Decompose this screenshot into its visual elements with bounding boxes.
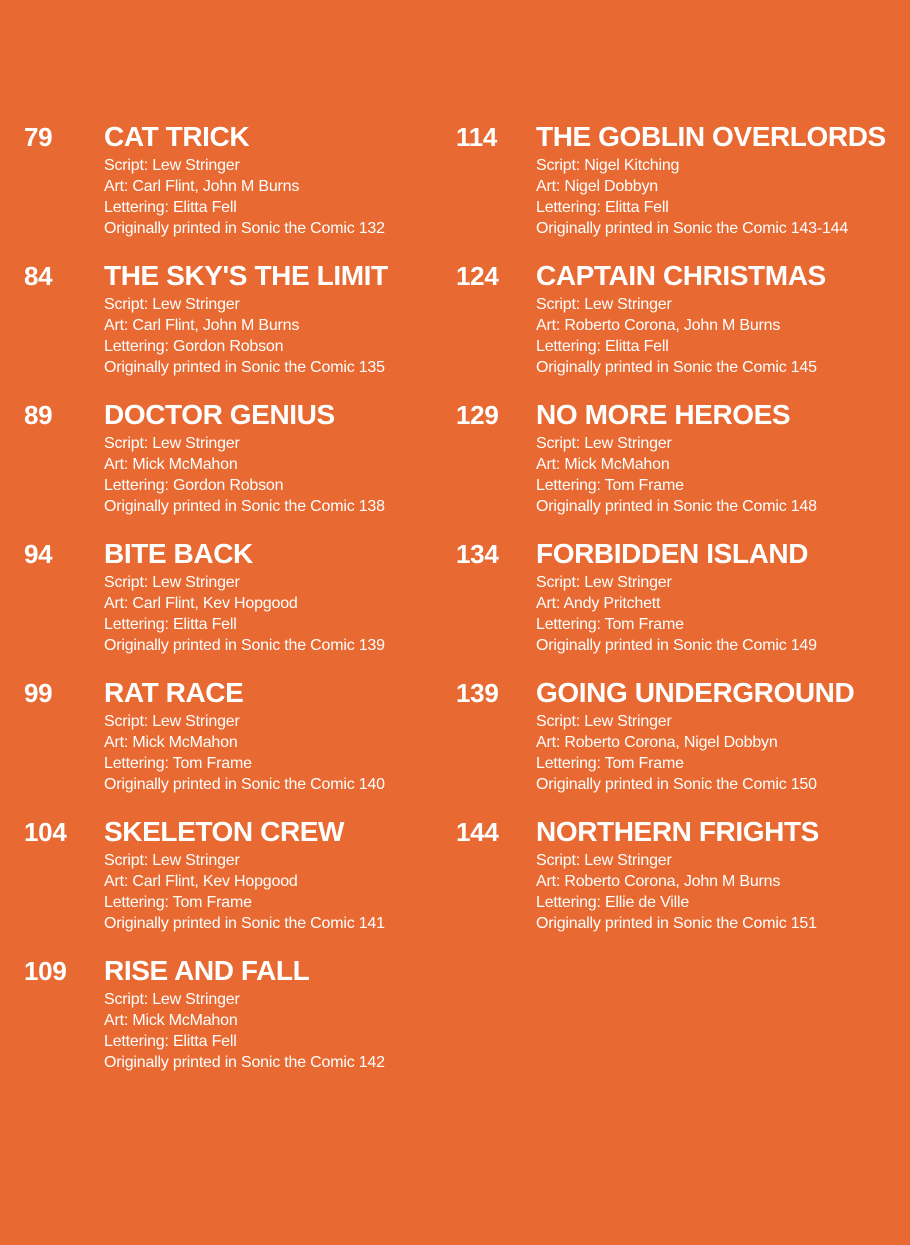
page-number: 144 — [456, 817, 499, 847]
lettering-credit: Lettering: Tom Frame — [536, 755, 684, 772]
original-printing: Originally printed in Sonic the Comic 143-144 — [536, 220, 849, 237]
story-title: THE GOBLIN OVERLORDS — [536, 121, 886, 152]
story-title: FORBIDDEN ISLAND — [536, 538, 809, 569]
lettering-credit: Lettering: Tom Frame — [536, 616, 684, 633]
page-number: 89 — [24, 400, 53, 430]
lettering-credit: Lettering: Gordon Robson — [104, 477, 284, 494]
story-title: CAPTAIN CHRISTMAS — [536, 260, 826, 291]
contents-entry — [24, 814, 454, 953]
script-credit: Script: Lew Stringer — [536, 435, 672, 452]
art-credit: Art: Roberto Corona, John M Burns — [536, 317, 781, 334]
original-printing: Originally printed in Sonic the Comic 149 — [536, 637, 817, 654]
script-credit: Script: Lew Stringer — [536, 852, 672, 869]
story-title: THE SKY'S THE LIMIT — [104, 260, 388, 291]
page-number: 139 — [456, 678, 499, 708]
page-number: 134 — [456, 539, 499, 569]
contents-entry — [24, 953, 454, 1092]
lettering-credit: Lettering: Tom Frame — [104, 755, 252, 772]
page-number: 114 — [456, 122, 498, 152]
story-title: RISE AND FALL — [104, 955, 310, 986]
contents-entry — [24, 675, 454, 814]
lettering-credit: Lettering: Tom Frame — [536, 477, 684, 494]
page-number: 129 — [456, 400, 499, 430]
script-credit: Script: Lew Stringer — [536, 574, 672, 591]
script-credit: Script: Lew Stringer — [104, 852, 240, 869]
original-printing: Originally printed in Sonic the Comic 141 — [104, 915, 385, 932]
lettering-credit: Lettering: Elitta Fell — [536, 199, 669, 216]
original-printing: Originally printed in Sonic the Comic 150 — [536, 776, 817, 793]
contents-entry — [24, 536, 454, 675]
script-credit: Script: Lew Stringer — [104, 713, 240, 730]
original-printing: Originally printed in Sonic the Comic 148 — [536, 498, 817, 515]
art-credit: Art: Carl Flint, John M Burns — [104, 178, 300, 195]
page-number: 124 — [456, 261, 499, 291]
story-title: BITE BACK — [104, 538, 253, 569]
script-credit: Script: Nigel Kitching — [536, 157, 680, 174]
lettering-credit: Lettering: Elitta Fell — [104, 616, 237, 633]
page-number: 84 — [24, 261, 53, 291]
art-credit: Art: Mick McMahon — [104, 1012, 238, 1029]
page-number: 99 — [24, 678, 53, 708]
page-number: 104 — [24, 817, 67, 847]
story-title: DOCTOR GENIUS — [104, 399, 335, 430]
original-printing: Originally printed in Sonic the Comic 140 — [104, 776, 385, 793]
original-printing: Originally printed in Sonic the Comic 142 — [104, 1054, 385, 1071]
original-printing: Originally printed in Sonic the Comic 135 — [104, 359, 385, 376]
contents-entry — [24, 258, 454, 397]
art-credit: Art: Carl Flint, Kev Hopgood — [104, 595, 298, 612]
lettering-credit: Lettering: Elitta Fell — [536, 338, 669, 355]
story-title: RAT RACE — [104, 677, 244, 708]
art-credit: Art: Carl Flint, Kev Hopgood — [104, 873, 298, 890]
art-credit: Art: Nigel Dobbyn — [536, 178, 658, 195]
page-number: 94 — [24, 539, 53, 569]
original-printing: Originally printed in Sonic the Comic 138 — [104, 498, 385, 515]
contents-left-column — [24, 119, 454, 1092]
lettering-credit: Lettering: Elitta Fell — [104, 1033, 237, 1050]
script-credit: Script: Lew Stringer — [536, 713, 672, 730]
story-title: NO MORE HEROES — [536, 399, 791, 430]
story-title: GOING UNDERGROUND — [536, 677, 855, 708]
art-credit: Art: Mick McMahon — [536, 456, 670, 473]
contents-entry — [456, 397, 896, 536]
script-credit: Script: Lew Stringer — [104, 991, 240, 1008]
original-printing: Originally printed in Sonic the Comic 132 — [104, 220, 385, 237]
art-credit: Art: Roberto Corona, John M Burns — [536, 873, 781, 890]
art-credit: Art: Roberto Corona, Nigel Dobbyn — [536, 734, 778, 751]
contents-right-column — [456, 119, 896, 953]
lettering-credit: Lettering: Gordon Robson — [104, 338, 284, 355]
page-number: 109 — [24, 956, 67, 986]
script-credit: Script: Lew Stringer — [104, 296, 240, 313]
script-credit: Script: Lew Stringer — [536, 296, 672, 313]
script-credit: Script: Lew Stringer — [104, 435, 240, 452]
lettering-credit: Lettering: Elitta Fell — [104, 199, 237, 216]
story-title: CAT TRICK — [104, 121, 250, 152]
art-credit: Art: Andy Pritchett — [536, 595, 661, 612]
contents-entry — [24, 397, 454, 536]
script-credit: Script: Lew Stringer — [104, 574, 240, 591]
contents-entry — [456, 119, 896, 258]
script-credit: Script: Lew Stringer — [104, 157, 240, 174]
original-printing: Originally printed in Sonic the Comic 139 — [104, 637, 385, 654]
story-title: NORTHERN FRIGHTS — [536, 816, 819, 847]
story-title: SKELETON CREW — [104, 816, 345, 847]
art-credit: Art: Carl Flint, John M Burns — [104, 317, 300, 334]
lettering-credit: Lettering: Tom Frame — [104, 894, 252, 911]
original-printing: Originally printed in Sonic the Comic 151 — [536, 915, 817, 932]
art-credit: Art: Mick McMahon — [104, 734, 238, 751]
contents-entry — [24, 119, 454, 258]
contents-entry — [456, 536, 896, 675]
contents-entry — [456, 814, 896, 953]
original-printing: Originally printed in Sonic the Comic 145 — [536, 359, 817, 376]
contents-entry — [456, 258, 896, 397]
contents-entry — [456, 675, 896, 814]
page-number: 79 — [24, 122, 53, 152]
lettering-credit: Lettering: Ellie de Ville — [536, 894, 690, 911]
art-credit: Art: Mick McMahon — [104, 456, 238, 473]
